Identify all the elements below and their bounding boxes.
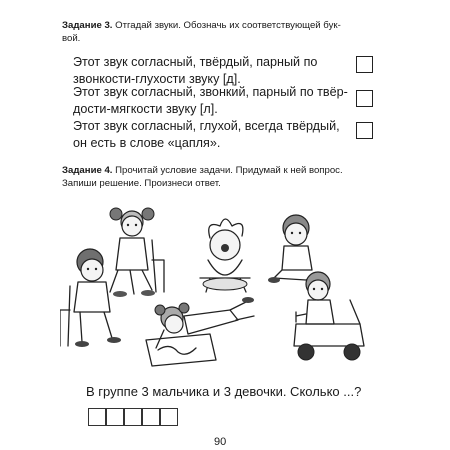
task3-item-3-line1: Этот звук согласный, глухой, всегда твёрдый, xyxy=(73,119,340,133)
girl-drawing-icon xyxy=(146,297,254,366)
task4-label: Задание 4. xyxy=(62,165,113,176)
task3-item-2 xyxy=(73,84,358,117)
task3-instruction-line1: Отгадай звуки. Обозначь их соответствующей бук- xyxy=(115,20,341,31)
answer-cell-3[interactable] xyxy=(124,408,142,426)
task3-item-2-line2: дости-мягкости звуку [л]. xyxy=(73,101,218,116)
girl-sitting-on-chair-icon xyxy=(110,208,164,297)
task3-label: Задание 3. xyxy=(62,20,113,31)
task4-instruction xyxy=(62,164,402,190)
answer-cell-2[interactable] xyxy=(106,408,124,426)
task3-item-1-line2: звонкости-глухости звуку [д]. xyxy=(73,71,241,86)
page-number: 90 xyxy=(214,436,227,448)
task3-answer-box-1[interactable] xyxy=(356,56,373,73)
task3-answer-box-2[interactable] xyxy=(356,90,373,107)
task3-item-3 xyxy=(73,118,353,151)
task3-item-2-line1: Этот звук согласный, звонкий, парный по твёр- xyxy=(73,85,348,99)
boy-sitting-on-floor-icon xyxy=(268,215,318,283)
task3-instruction xyxy=(62,19,402,45)
task4-instruction-line1: Прочитай условие задачи. Придумай к ней вопрос. xyxy=(115,165,343,176)
task4-instruction-line2: Запиши решение. Произнеси ответ. xyxy=(62,178,221,189)
answer-cell-1[interactable] xyxy=(88,408,106,426)
clown-toy-icon xyxy=(200,219,250,292)
boy-on-toy-car-icon xyxy=(294,272,364,360)
answer-cell-5[interactable] xyxy=(160,408,178,426)
task3-item-1-line1: Этот звук согласный, твёрдый, парный по xyxy=(73,55,318,69)
answer-cell-4[interactable] xyxy=(142,408,160,426)
children-illustration xyxy=(60,200,370,375)
problem-text: В группе 3 мальчика и 3 девочки. Сколько ...? xyxy=(86,384,362,399)
task3-item-3-line2: он есть в слове «цапля». xyxy=(73,135,221,150)
task3-item-1 xyxy=(73,54,353,87)
task3-answer-box-3[interactable] xyxy=(356,122,373,139)
task3-instruction-line2: вой. xyxy=(62,33,81,44)
boy-sitting-on-chair-icon xyxy=(60,249,121,347)
